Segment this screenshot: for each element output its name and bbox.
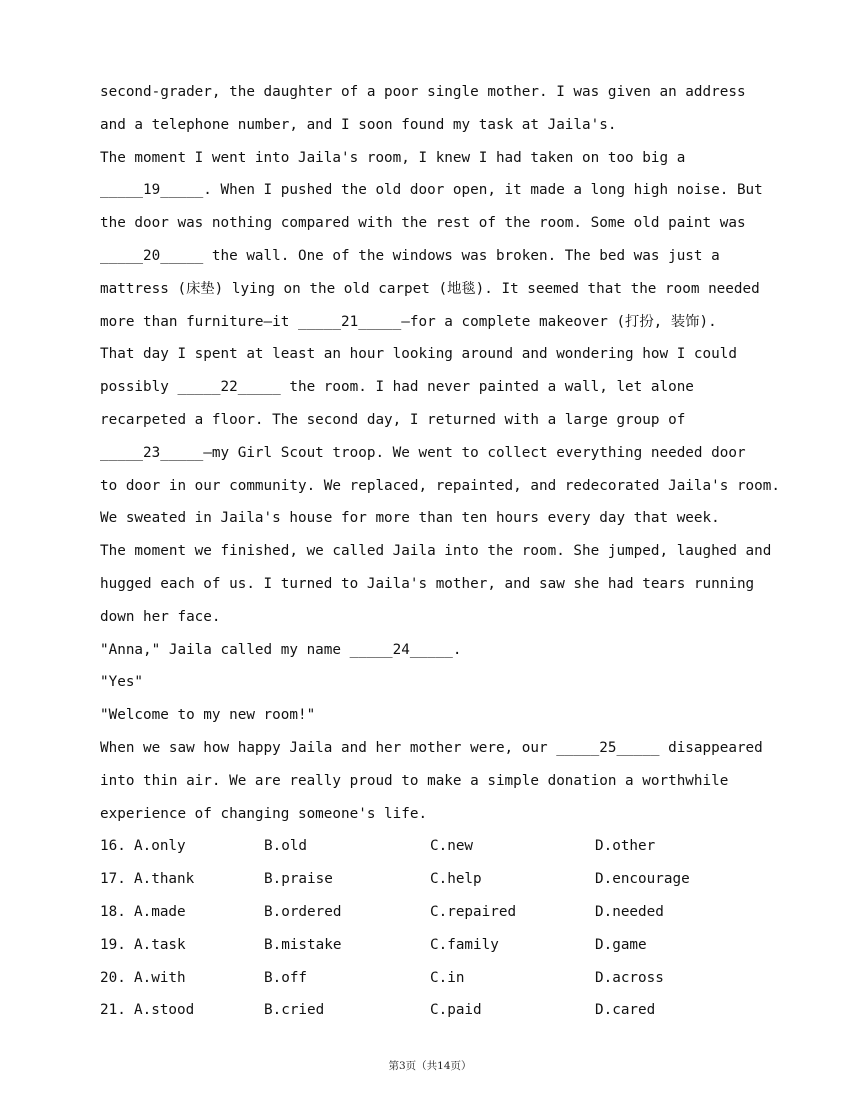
option-d: D.across: [595, 969, 664, 986]
passage-line: _____19_____. When I pushed the old door open, it made a long high noise. But: [100, 182, 763, 199]
question-number: 17.: [100, 871, 126, 888]
passage-line: _____20_____ the wall. One of the windows was broken. The bed was just a: [100, 247, 720, 264]
option-d: D.needed: [595, 903, 664, 920]
option-b: B.ordered: [264, 903, 342, 920]
question-row: [100, 929, 780, 962]
passage-line: "Welcome to my new room!": [100, 707, 316, 724]
option-d: D.game: [595, 936, 647, 953]
passage-line: We sweated in Jaila's house for more than ten hours every day that week.: [100, 510, 720, 527]
question-number: 19.: [100, 936, 126, 953]
option-a: A.made: [134, 903, 186, 920]
question-row: [100, 896, 780, 929]
document-page: [100, 76, 780, 1027]
option-a: A.task: [134, 936, 186, 953]
question-number: 16.: [100, 838, 126, 855]
question-number: 21.: [100, 1002, 126, 1019]
passage-line: That day I spent at least an hour looking around and wondering how I could: [100, 346, 737, 363]
passage-line: into thin air. We are really proud to make a simple donation a worthwhile: [100, 772, 729, 789]
option-a: A.stood: [134, 1002, 195, 1019]
option-c: C.new: [430, 838, 474, 855]
question-row: [100, 962, 780, 995]
question-number: 18.: [100, 903, 126, 920]
option-d: D.encourage: [595, 871, 690, 888]
page-footer: 第3页（共14页）: [388, 1060, 472, 1072]
question-row: [100, 994, 780, 1027]
question-row: [100, 863, 780, 896]
question-number: 20.: [100, 969, 126, 986]
option-d: D.cared: [595, 1002, 656, 1019]
passage-line: and a telephone number, and I soon found my task at Jaila's.: [100, 116, 617, 133]
option-b: B.praise: [264, 871, 333, 888]
option-b: B.cried: [264, 1002, 325, 1019]
passage-line: experience of changing someone's life.: [100, 805, 428, 822]
passage-line: "Anna," Jaila called my name _____24_____.: [100, 641, 462, 658]
option-d: D.other: [595, 838, 656, 855]
passage-line: _____23_____—my Girl Scout troop. We went to collect everything needed door: [100, 444, 746, 461]
passage-line: the door was nothing compared with the rest of the room. Some old paint was: [100, 215, 746, 232]
passage-line: When we saw how happy Jaila and her mother were, our _____25_____ disappeared: [100, 739, 763, 756]
question-row: [100, 830, 780, 863]
passage: [100, 76, 780, 830]
option-c: C.in: [430, 969, 465, 986]
passage-line: "Yes": [100, 674, 144, 691]
passage-line: possibly _____22_____ the room. I had never painted a wall, let alone: [100, 379, 694, 396]
option-b: B.old: [264, 838, 308, 855]
option-a: A.thank: [134, 871, 195, 888]
option-a: A.only: [134, 838, 186, 855]
question-options: [100, 830, 780, 1027]
passage-line: The moment I went into Jaila's room, I knew I had taken on too big a: [100, 149, 686, 166]
passage-line: recarpeted a floor. The second day, I returned with a large group of: [100, 411, 686, 428]
passage-line: second-grader, the daughter of a poor single mother. I was given an address: [100, 84, 746, 100]
option-b: B.off: [264, 969, 308, 986]
option-c: C.family: [430, 936, 499, 953]
passage-line: mattress (床垫) lying on the old carpet (地毯). It seemed that the room needed: [100, 280, 760, 297]
passage-line: The moment we finished, we called Jaila into the room. She jumped, laughed and: [100, 543, 772, 560]
option-b: B.mistake: [264, 936, 342, 953]
passage-line: to door in our community. We replaced, repainted, and redecorated Jaila's room.: [100, 477, 780, 494]
option-c: C.repaired: [430, 903, 517, 920]
passage-line: down her face.: [100, 608, 221, 625]
passage-line: more than furniture—it _____21_____—for a complete makeover (打扮, 装饰).: [100, 313, 717, 330]
option-c: C.help: [430, 871, 482, 888]
passage-line: hugged each of us. I turned to Jaila's mother, and saw she had tears running: [100, 575, 755, 592]
option-c: C.paid: [430, 1002, 482, 1019]
option-a: A.with: [134, 969, 186, 986]
